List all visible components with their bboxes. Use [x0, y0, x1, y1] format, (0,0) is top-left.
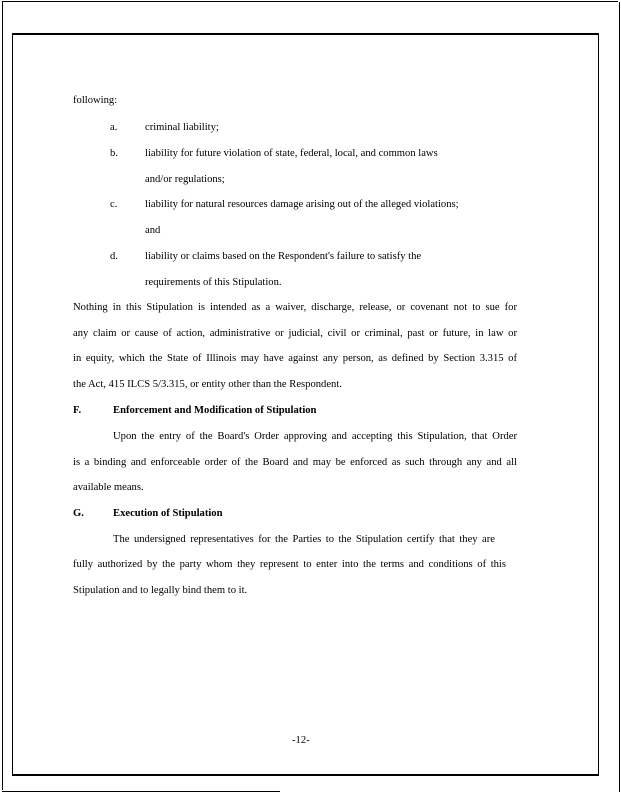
section-f-line: available means. [73, 482, 144, 493]
scan-border-right [619, 2, 620, 792]
section-g-heading: Execution of Stipulation [113, 508, 223, 519]
section-g-line: fully authorized by the party whom they represent to enter into the terms and conditions of this [73, 559, 506, 570]
scan-border-bottom [2, 791, 280, 792]
item-c-label: c. [110, 199, 118, 210]
item-d-text-cont: requirements of this Stipulation. [145, 277, 282, 288]
item-b-label: b. [110, 148, 118, 159]
section-g-line: The undersigned representatives for the Parties to the Stipulation certify that they are [113, 534, 495, 545]
item-d-label: d. [110, 251, 118, 262]
section-g-letter: G. [73, 508, 84, 519]
section-g-line: Stipulation and to legally bind them to it. [73, 585, 248, 596]
section-f-line: Upon the entry of the Board's Order approving and accepting this Stipulation, that Order [113, 431, 517, 442]
paragraph-line: in equity, which the State of Illinois may have against any person, as defined by Section 3.315 of [73, 353, 517, 364]
item-d-text: liability or claims based on the Respondent's failure to satisfy the [145, 251, 422, 262]
item-b-text: liability for future violation of state, federal, local, and common laws [145, 148, 438, 159]
scan-border-top [2, 1, 618, 2]
page-number: -12- [292, 735, 310, 746]
paragraph-line: any claim or cause of action, administrative or judicial, civil or criminal, past or future, in law or [73, 328, 517, 339]
section-f-line: is a binding and enforceable order of the Board and may be enforced as such through any and all [73, 457, 517, 468]
item-c-text-cont: and [145, 225, 161, 236]
scan-border-left [2, 2, 3, 790]
section-f-letter: F. [73, 405, 82, 416]
intro-text: following: [73, 95, 118, 106]
item-c-text: liability for natural resources damage arising out of the alleged violations; [145, 199, 459, 210]
paragraph-line: the Act, 415 ILCS 5/3.315, or entity other than the Respondent. [73, 379, 342, 390]
item-b-text-cont: and/or regulations; [145, 174, 225, 185]
paragraph-line: Nothing in this Stipulation is intended as a waiver, discharge, release, or covenant not to sue for [73, 302, 517, 313]
item-a-text: criminal liability; [145, 122, 219, 133]
item-a-label: a. [110, 122, 118, 133]
section-f-heading: Enforcement and Modification of Stipulation [113, 405, 317, 416]
